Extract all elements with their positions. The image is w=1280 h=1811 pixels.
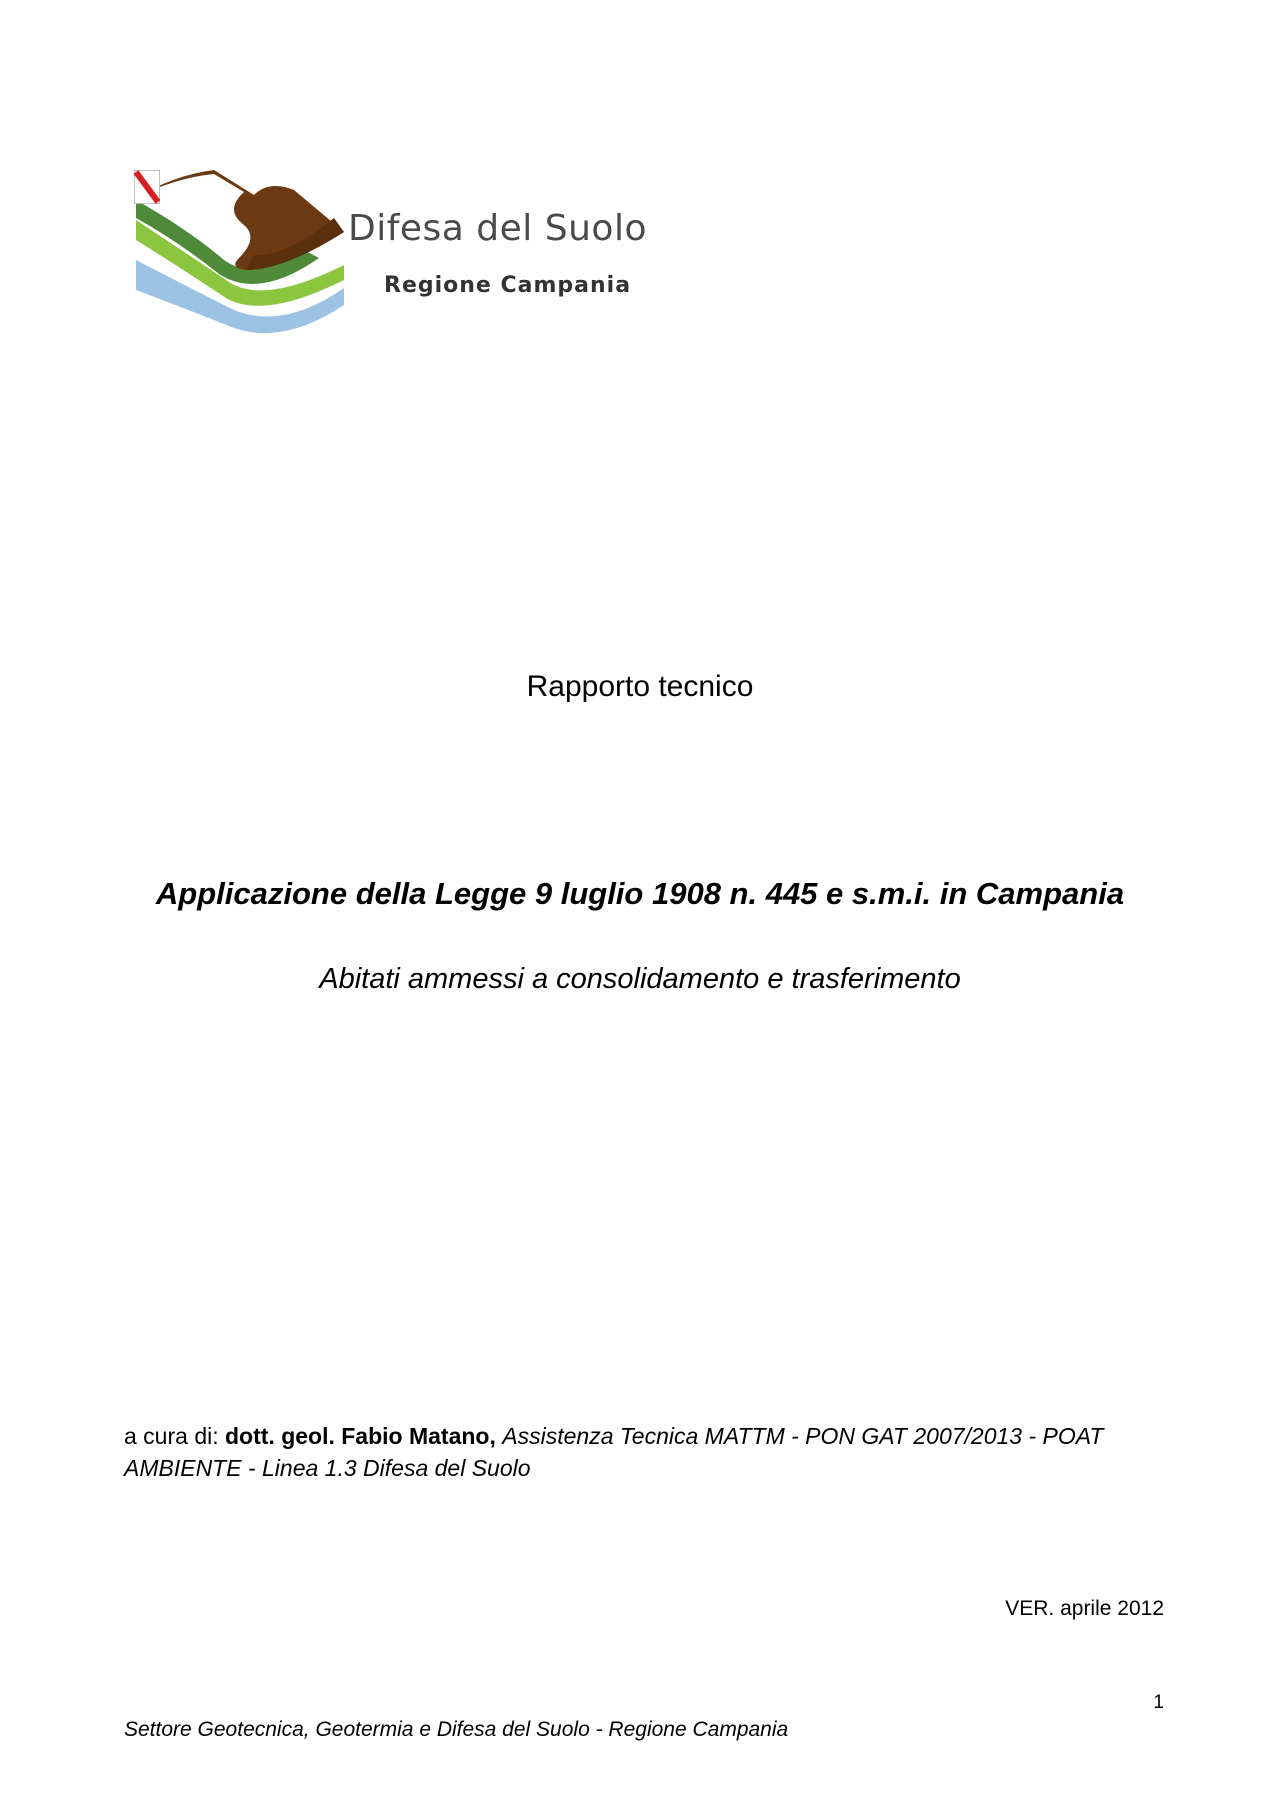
author-name: dott. geol. Fabio Matano, (225, 1423, 496, 1449)
landscape-logo-icon (134, 170, 344, 340)
version-label: VER. aprile 2012 (1005, 1597, 1164, 1620)
document-title: Applicazione della Legge 9 luglio 1908 n. 445 e s.m.i. in Campania (155, 876, 1125, 911)
logo (134, 170, 674, 340)
page-footer: Settore Geotecnica, Geotermia e Difesa del Suolo - Regione Campania (124, 1718, 789, 1741)
campania-flag-icon (134, 170, 160, 204)
logo-title: Difesa del Suolo (348, 208, 647, 249)
author-block (124, 1420, 1164, 1484)
author-prefix: a cura di: (124, 1423, 219, 1449)
logo-subtitle: Regione Campania (384, 273, 632, 298)
page-number: 1 (1153, 1692, 1164, 1713)
report-type: Rapporto tecnico (526, 670, 754, 703)
author-affiliation: Assistenza Tecnica MATTM - PON GAT 2007/2013 - POAT AMBIENTE - Linea 1.3 Difesa del Suolo (124, 1423, 1104, 1481)
document-subtitle: Abitati ammessi a consolidamento e trasferimento (319, 963, 961, 995)
